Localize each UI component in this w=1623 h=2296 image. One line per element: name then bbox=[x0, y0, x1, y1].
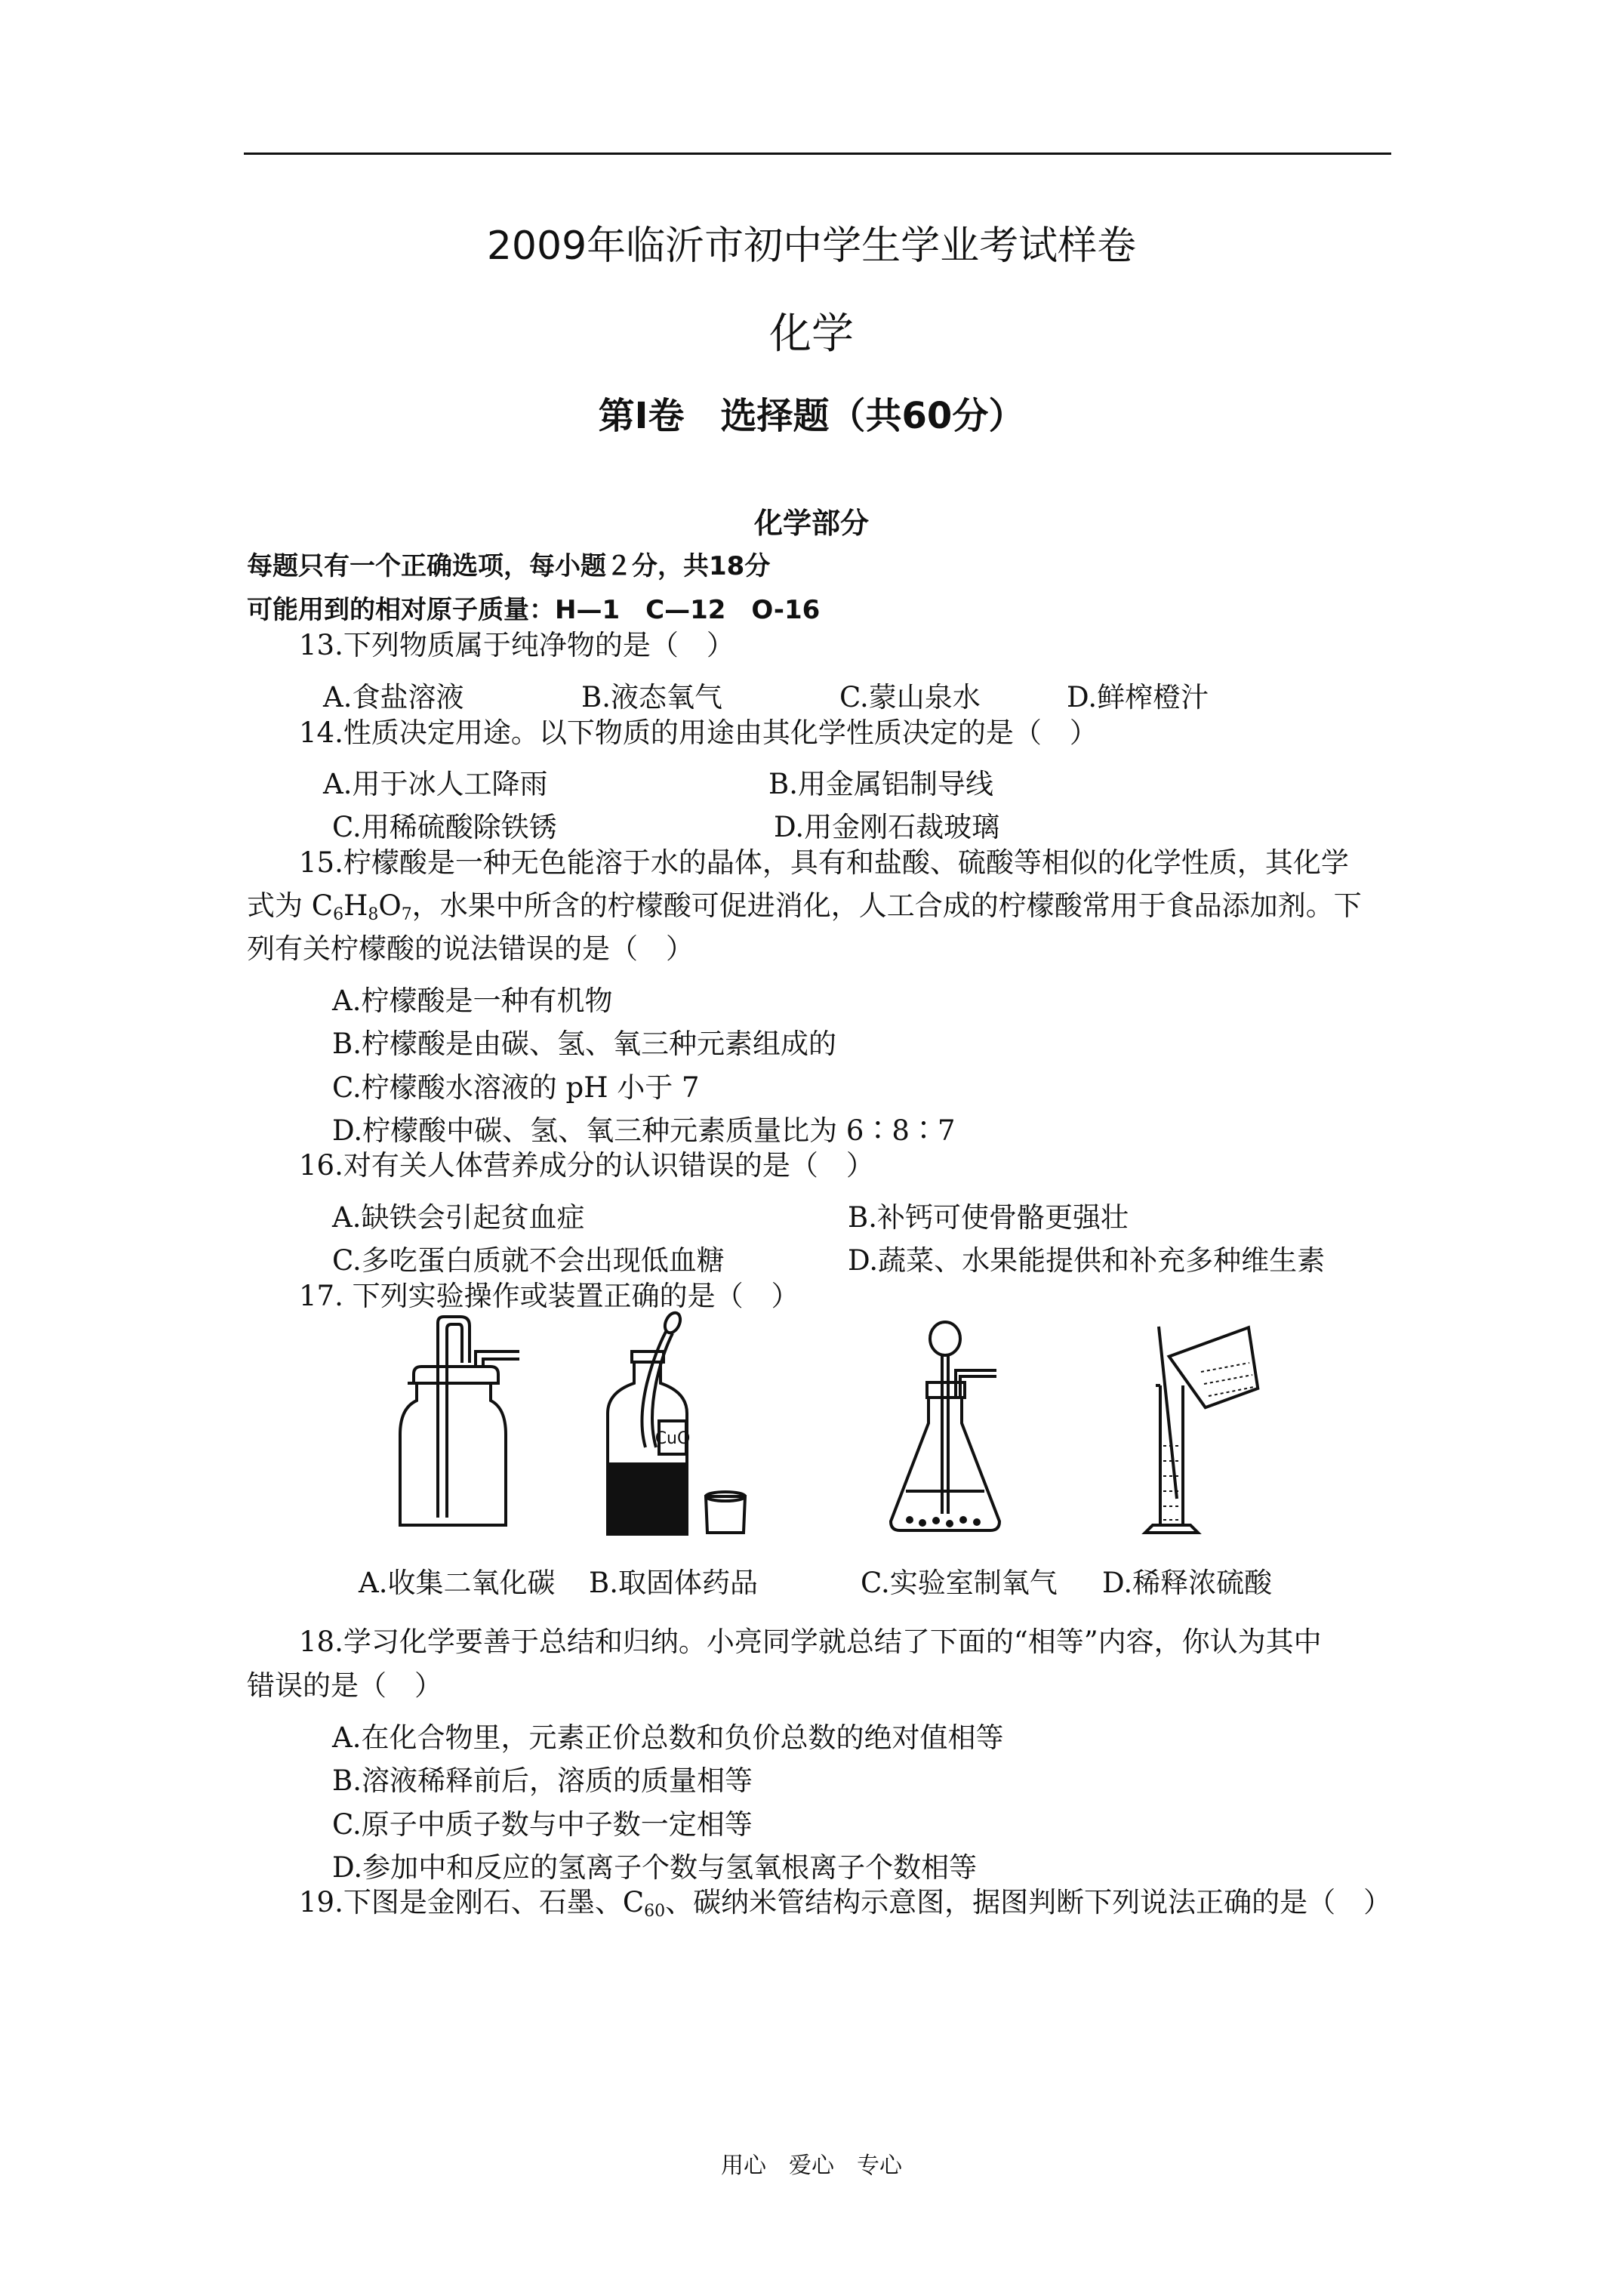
q13-option-b: B.液态氧气 bbox=[581, 681, 722, 713]
question-18-line-1: 18.学习化学要善于总结和归纳。小亮同学就总结了下面的“相等”内容，你认为其中 bbox=[299, 1626, 1322, 1658]
question-18-line-2: 错误的是（ ） bbox=[247, 1669, 442, 1702]
section-title: 化学部分 bbox=[753, 507, 869, 540]
q17-option-a: A.收集二氧化碳 bbox=[359, 1567, 556, 1599]
q15-option-a: A.柠檬酸是一种有机物 bbox=[332, 985, 613, 1017]
q16-option-c: C.多吃蛋白质就不会出现低血糖 bbox=[332, 1244, 725, 1277]
atomic-mass-note: 可能用到的相对原子质量：H—1 C—12 O-16 bbox=[247, 595, 821, 625]
exam-subject: 化学 bbox=[769, 310, 854, 359]
q17-option-d: D.稀释浓硫酸 bbox=[1102, 1567, 1273, 1599]
q14-option-a: A.用于冰人工降雨 bbox=[323, 768, 548, 800]
reagent-bottle-figure bbox=[593, 1308, 774, 1542]
q14-option-b: B.用金属铝制导线 bbox=[768, 768, 993, 800]
dilution-cylinder-figure bbox=[1129, 1310, 1310, 1544]
q18-option-b: B.溶液稀释前后，溶质的质量相等 bbox=[332, 1764, 753, 1797]
question-15-line-3: 列有关柠檬酸的说法错误的是（ ） bbox=[247, 932, 694, 965]
q13-option-a: A.食盐溶液 bbox=[323, 681, 464, 713]
q16-option-b: B.补钙可使骨骼更强壮 bbox=[848, 1201, 1129, 1234]
question-15-line-1: 15.柠檬酸是一种无色能溶于水的晶体，具有和盐酸、硫酸等相似的化学性质，其化学 bbox=[299, 846, 1349, 879]
q16-option-a: A.缺铁会引起贫血症 bbox=[332, 1201, 585, 1234]
q18-option-c: C.原子中质子数与中子数一定相等 bbox=[332, 1808, 753, 1841]
q17-option-c: C.实验室制氧气 bbox=[861, 1567, 1058, 1599]
cuo-label: CuO bbox=[654, 1429, 691, 1448]
q18-option-d: D.参加中和反应的氢离子个数与氢氧根离子个数相等 bbox=[332, 1851, 978, 1884]
question-19-stem: 19.下图是金刚石、石墨、$C_{60}$、碳纳米管结构示意图，据图判断下列说法正确的是（ ） bbox=[299, 1886, 1392, 1921]
q16-option-d: D.蔬菜、水果能提供和补充多种维生素 bbox=[848, 1244, 1326, 1277]
q15-option-c: C.柠檬酸水溶液的 pH 小于 7 bbox=[332, 1071, 700, 1104]
q13-option-c: C.蒙山泉水 bbox=[839, 681, 981, 713]
oxygen-generation-flask-figure bbox=[876, 1310, 1057, 1544]
q14-option-d: D.用金刚石裁玻璃 bbox=[774, 811, 1000, 843]
exam-title: 2009年临沂市初中学生学业考试样卷 bbox=[486, 223, 1137, 269]
question-16-stem: 16.对有关人体营养成分的认识错误的是（ ） bbox=[299, 1149, 874, 1182]
q15-option-d: D.柠檬酸中碳、氢、氧三种元素质量比为 6∶8∶7 bbox=[332, 1114, 956, 1147]
exam-part-title: 第Ⅰ卷 选择题（共60分） bbox=[598, 395, 1025, 437]
q18-option-a: A.在化合物里，元素正价总数和负价总数的绝对值相等 bbox=[332, 1721, 1004, 1754]
page-footer: 用心 爱心 专心 bbox=[721, 2153, 902, 2179]
header-rule bbox=[244, 153, 1391, 155]
gas-collection-bottle-figure bbox=[377, 1314, 528, 1540]
question-14-stem: 14.性质决定用途。以下物质的用途由其化学性质决定的是（ ） bbox=[299, 717, 1098, 749]
question-13-stem: 13.下列物质属于纯净物的是（ ） bbox=[299, 629, 735, 661]
q15-option-b: B.柠檬酸是由碳、氢、氧三种元素组成的 bbox=[332, 1028, 836, 1060]
question-17-stem: 17. 下列实验操作或装置正确的是（ ） bbox=[299, 1280, 799, 1312]
q14-option-c: C.用稀硫酸除铁锈 bbox=[332, 811, 557, 843]
q17-option-b: B.取固体药品 bbox=[589, 1567, 758, 1599]
q13-option-d: D.鲜榨橙汁 bbox=[1067, 681, 1209, 713]
question-15-line-2: 式为 $C_6H_8O_7$，水果中所含的柠檬酸可促进消化，人工合成的柠檬酸常用于食品添加剂。下 bbox=[247, 889, 1362, 924]
section-instructions: 每题只有一个正确选项，每小题２分，共18分 bbox=[247, 551, 771, 581]
